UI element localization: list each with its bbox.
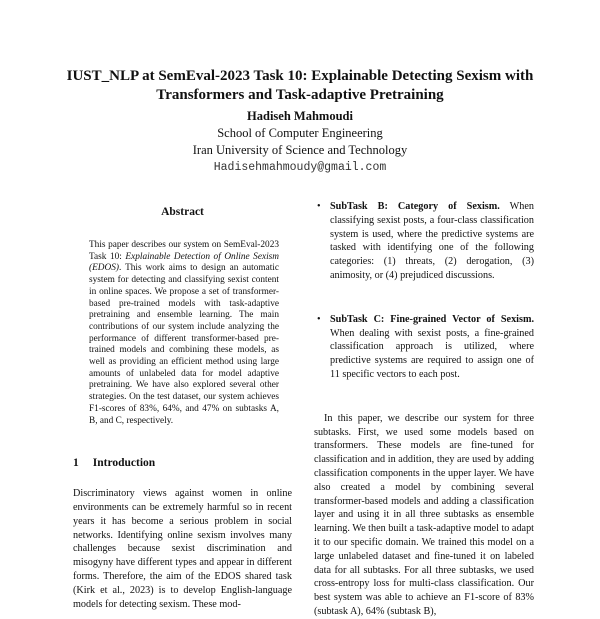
abstract-text-rest: . This work aims to design an automatic system for detecting and classifying sexist content in online spaces. We propose a set of transformer-based pre-trained models with task-adaptive pretraining and ensemble learning. The main contributions of our system include analyzing the performance of different transformer-based pre-trained models and combining these models, as well as providing an efficient method using large amounts of unlabeled data for model adaptive pretraining. We have also explored several other strategies. On the test dataset, our system achieves F1-scores of 83%, 64%, and 47% on subtasks A, B, and C, respectively. xyxy=(89,263,279,426)
introduction-text: Discriminatory views against women in online environments can be extremely harmful so in recent years it has become a serious problem in social networks. Identifying online sexism involves many challenges because sexist discrimination and misogyny have different types and appear in different forms. Therefore, the aim of the EDOS shared task (Kirk et al., 2023) is to develop English-language models for detecting sexism. These mod- xyxy=(73,488,292,610)
section-number: 1 xyxy=(73,457,79,470)
author-name: Hadiseh Mahmoudi xyxy=(247,109,353,123)
bullet-subtask-b-title: SubTask B: Category of Sexism. xyxy=(330,201,500,212)
author-block xyxy=(60,108,540,176)
abstract-heading: Abstract xyxy=(161,206,204,218)
title-line-1: IUST_NLP at SemEval-2023 Task 10: Explainable Detecting Sexism with xyxy=(66,68,534,84)
affiliation-line-1: School of Computer Engineering xyxy=(217,126,383,140)
right-column xyxy=(314,200,534,619)
bullet-subtask-c-title: SubTask C: Fine-grained Vector of Sexism. xyxy=(330,313,534,325)
system-overview-paragraph: In this paper, we describe our system for three subtasks. First, we used some models based on transformers. These models are fine-tuned for classification and in addition, they are used by adding classification components in the upper layer. We have also created a model by combining several transformer-based models and adding a classification layer and using it in all three subtasks as ensemble learning. We then built a task-adaptive model to adapt it to our specific domain. We trained this model on a large unlabeled dataset and fine-tuned it on labeled data for all subtasks. For all three subtasks, we used cross-entropy loss for multi-class classification. Our best system was able to achieve an F1-score of 83% (subtask A), 64% (subtask B), xyxy=(314,412,534,617)
paper-title xyxy=(40,67,560,105)
abstract-text-start: This paper describes our system on SemEval-2023 Task 10: xyxy=(89,240,279,262)
title-line-2: Transformers and Task-adaptive Pretraining xyxy=(156,87,444,103)
bullet-subtask-c-text: When dealing with sexist posts, a fine-grained classification approach is utilized, where predictive systems are required to assign one of 11 specific vectors to each post. xyxy=(330,327,534,380)
abstract-task-name: Explainable Detection of Online Sexism (EDOS) xyxy=(89,251,280,274)
bullet-subtask-c xyxy=(314,313,534,382)
bullet-subtask-b-text: When classifying sexist posts, a four-class classification system is used, where the predictive systems are tasked with identifying one of the following categories: (1) threats, (2) derogation, (3) animosity, or (4) prejudiced discussions. xyxy=(330,201,534,281)
abstract-text xyxy=(89,240,279,427)
author-email: Hadisehmahmoudy@gmail.com xyxy=(213,161,387,174)
left-column xyxy=(73,200,292,611)
section-title: Introduction xyxy=(92,457,156,470)
section-heading-introduction xyxy=(73,457,292,469)
bullet-subtask-b xyxy=(314,200,534,283)
affiliation-line-2: Iran University of Science and Technology xyxy=(192,143,408,157)
